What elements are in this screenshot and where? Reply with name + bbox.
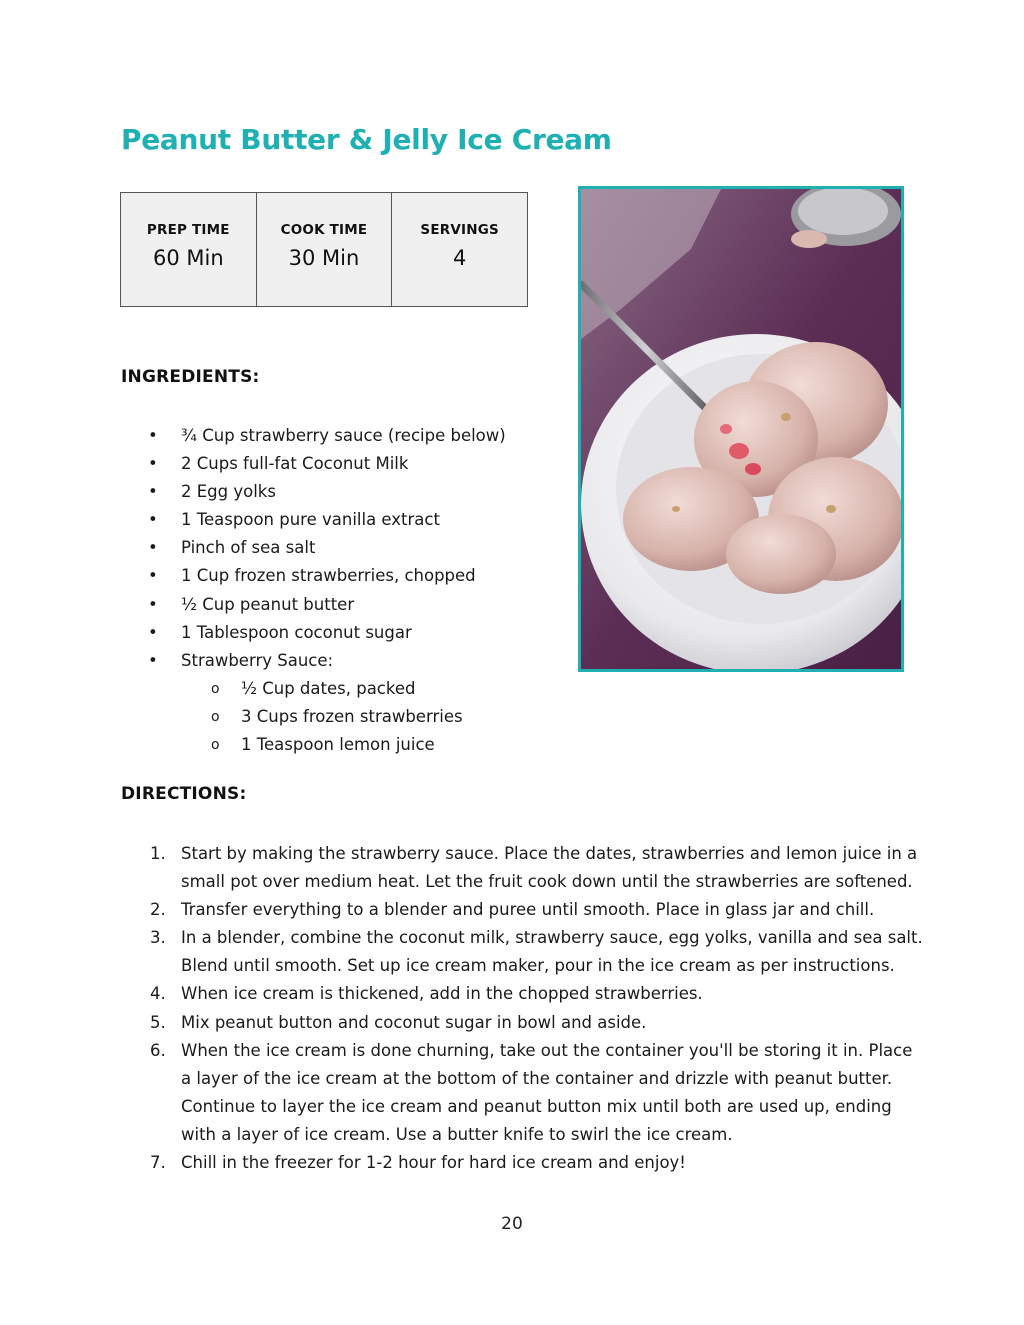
ingredient-item <box>121 478 506 506</box>
step-line: small pot over medium heat. Let the fruit cook down until the strawberries are softened. <box>181 872 913 892</box>
step-line: When the ice cream is done churning, take out the container you'll be storing it in. Place <box>181 1040 913 1060</box>
prep-time-cell <box>121 193 257 307</box>
directions-heading: DIRECTIONS: <box>121 784 247 804</box>
bullet-icon: • <box>148 482 158 502</box>
direction-step <box>121 840 923 896</box>
ingredient-item <box>121 506 506 534</box>
step-line: Transfer everything to a blender and puree until smooth. Place in glass jar and chill. <box>181 900 875 920</box>
step-number: 4. <box>150 984 166 1004</box>
step-line: In a blender, combine the coconut milk, strawberry sauce, egg yolks, vanilla and sea salt. <box>181 928 923 948</box>
ingredient-text: 1 Cup frozen strawberries, chopped <box>181 566 476 586</box>
step-number: 6. <box>150 1040 166 1060</box>
ingredient-item <box>121 562 506 590</box>
direction-step <box>121 896 923 924</box>
sub-ingredient-item <box>121 703 506 731</box>
step-number: 5. <box>150 1012 166 1032</box>
sub-ingredient-item <box>121 731 506 759</box>
sub-bullet-icon: o <box>211 680 220 697</box>
bullet-icon: • <box>148 538 158 558</box>
bullet-icon: • <box>148 594 158 614</box>
step-number: 3. <box>150 928 166 948</box>
step-number: 2. <box>150 900 166 920</box>
bullet-icon: • <box>148 566 158 586</box>
direction-step <box>121 1149 923 1177</box>
step-line: Start by making the strawberry sauce. Place the dates, strawberries and lemon juice in a <box>181 844 918 863</box>
recipe-title: Peanut Butter & Jelly Ice Cream <box>121 123 612 156</box>
sub-bullet-icon: o <box>211 708 220 725</box>
step-number: 1. <box>150 844 166 863</box>
servings-cell <box>392 193 528 307</box>
prep-time-value: 60 Min <box>152 246 224 270</box>
ingredient-text: 2 Cups full-fat Coconut Milk <box>181 454 409 474</box>
step-line: a layer of the ice cream at the bottom of the container and drizzle with peanut butter. <box>181 1068 893 1088</box>
recipe-stats-table <box>120 192 528 307</box>
directions-list <box>121 840 923 1177</box>
sub-ingredient-text: ½ Cup dates, packed <box>241 678 416 698</box>
ingredients-heading: INGREDIENTS: <box>121 367 260 387</box>
step-line: Chill in the freezer for 1-2 hour for hard ice cream and enjoy! <box>181 1153 686 1173</box>
ingredient-text: Strawberry Sauce: <box>181 650 334 670</box>
step-line: Blend until smooth. Set up ice cream maker, pour in the ice cream as per instructions. <box>181 956 895 976</box>
bullet-icon: • <box>148 650 158 670</box>
ingredient-text: Pinch of sea salt <box>181 538 316 558</box>
ingredient-item <box>121 647 506 675</box>
step-line: Mix peanut button and coconut sugar in bowl and aside. <box>181 1012 647 1032</box>
direction-step <box>121 1009 923 1037</box>
ingredient-item <box>121 591 506 619</box>
bullet-icon: • <box>148 454 158 474</box>
ice-cream-photo <box>578 186 904 672</box>
direction-step <box>121 924 923 980</box>
ingredient-item <box>121 422 506 450</box>
step-line: Continue to layer the ice cream and peanut button mix until both are used up, ending <box>181 1096 892 1116</box>
page-number: 20 <box>501 1214 523 1234</box>
prep-time-label: PREP TIME <box>146 222 230 238</box>
step-number: 7. <box>150 1153 166 1173</box>
ingredient-text: 1 Teaspoon pure vanilla extract <box>181 510 440 530</box>
ingredient-item <box>121 619 506 647</box>
direction-step <box>121 980 923 1008</box>
ingredient-text: ½ Cup peanut butter <box>181 594 355 614</box>
sub-ingredient-text: 3 Cups frozen strawberries <box>241 706 463 726</box>
step-line: When ice cream is thickened, add in the chopped strawberries. <box>181 984 703 1004</box>
ingredient-item <box>121 534 506 562</box>
ingredient-item <box>121 450 506 478</box>
ingredient-text: 2 Egg yolks <box>181 482 276 502</box>
sub-bullet-icon: o <box>211 737 220 754</box>
cook-time-cell <box>256 193 392 307</box>
sub-ingredient-text: 1 Teaspoon lemon juice <box>241 735 435 755</box>
servings-value: 4 <box>452 246 467 270</box>
bullet-icon: • <box>148 622 158 642</box>
cook-time-value: 30 Min <box>288 246 360 270</box>
bullet-icon: • <box>148 510 158 530</box>
cook-time-label: COOK TIME <box>280 222 368 238</box>
servings-label: SERVINGS <box>420 222 499 238</box>
ingredient-text: 1 Tablespoon coconut sugar <box>181 622 412 642</box>
ingredients-list <box>121 422 506 759</box>
bullet-icon: • <box>148 426 158 445</box>
direction-step <box>121 1037 923 1149</box>
ice-cream-bowl-illustration <box>581 189 901 669</box>
step-line: with a layer of ice cream. Use a butter knife to swirl the ice cream. <box>181 1124 733 1144</box>
ingredient-text: ¾ Cup strawberry sauce (recipe below) <box>181 426 506 445</box>
sub-ingredient-item <box>121 675 506 703</box>
